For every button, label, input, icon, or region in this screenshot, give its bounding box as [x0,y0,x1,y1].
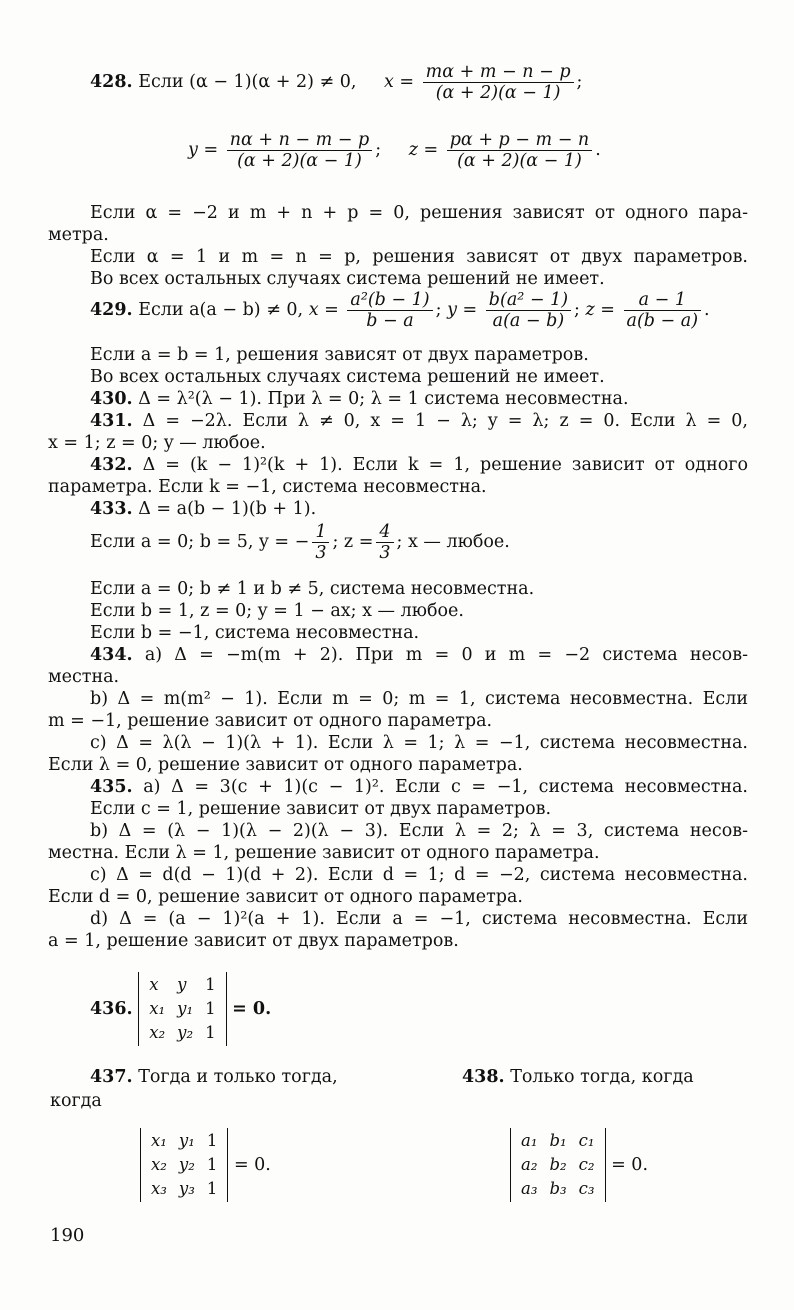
determinant [140,1128,228,1202]
text: Только тогда, когда [510,1067,694,1087]
problem-number: 435. [90,777,133,797]
numerator: a²(b − 1) [347,290,432,311]
equals-zero: = 0. [232,999,272,1019]
text-line: c) Δ = λ(λ − 1)(λ + 1). Если λ = 1; λ = −1, система несовместна. [90,733,748,753]
text: Δ = λ²(λ − 1). При λ = 0; λ = 1 система несовместна. [138,389,629,409]
text-line: Если c = 1, решение зависит от двух параметров. [90,799,552,819]
det-cell: x₃ [151,1179,167,1198]
condition: Если (α − 1)(α + 2) ≠ 0, [138,72,357,92]
text: Δ = (k − 1)²(k + 1). Если k = 1, решение зависит от одного [142,455,748,475]
problem-number: 428. [90,72,133,92]
det-cell: b₂ [549,1155,567,1174]
problem-428-header: 428. Если (α − 1)(α + 2) ≠ 0, x = $\frac{m\alpha + m - n - p}{(\alpha + 2)(\alpha - 1)}$ ; [90,62,583,103]
problem-number: 431. [90,411,133,431]
det-cell: y₂ [177,1023,194,1042]
problem-number: 438. [462,1067,505,1087]
det-cell: x₁ [151,1131,167,1150]
denominator: 3 [315,543,327,563]
det-cell: a₁ [521,1131,538,1150]
denominator: (α + 2)(α − 1) [237,151,362,171]
text-line: Если b = −1, система несовместна. [90,623,420,643]
problem-437-det [140,1128,271,1202]
problem-438 [462,1066,694,1088]
condition: Если a(a − b) ≠ 0, [138,300,304,320]
det-cell: x [149,975,159,994]
problem-437 [90,1066,338,1088]
text-line: b) Δ = m(m² − 1). Если m = 0; m = 1, система несовместна. Если [90,689,748,709]
det-cell: y₂ [178,1155,195,1174]
det-cell: 1 [206,1155,218,1174]
problem-number: 437. [90,1067,133,1087]
y-lhs: y = [188,140,219,160]
problem-431 [90,410,748,432]
determinant-table [149,1129,219,1201]
y-fraction [227,130,373,171]
det-cell: 1 [205,1023,216,1042]
det-cell: 1 [206,1179,218,1198]
text: a) Δ = 3(c + 1)(c − 1)². Если c = −1, система несовместна. [143,777,748,797]
denominator: (α + 2)(α − 1) [457,151,582,171]
det-cell: 1 [205,975,216,994]
problem-433-eq [90,522,510,563]
problem-434 [90,644,748,666]
determinant-table [519,1129,597,1201]
denominator: a(b − a) [626,311,699,331]
det-cell: b₁ [549,1131,567,1150]
text-line: b) Δ = (λ − 1)(λ − 2)(λ − 3). Если λ = 2; λ = 3, система несов- [90,821,748,841]
text-line: Если a = b = 1, решения зависят от двух параметров. [90,345,589,365]
page-number: 190 [50,1225,85,1246]
numerator: nα + n − m − p [227,130,373,151]
numerator: mα + m − n − p [423,62,574,83]
text-line: Если α = 1 и m = n = p, решения зависят от двух параметров. [90,247,748,267]
problem-number: 434. [90,645,133,665]
numerator: 1 [312,522,329,543]
text: ; x — любое. [396,532,510,552]
text-line: x = 1; z = 0; y — любое. [48,433,266,453]
text: Если a = 0; b = 5, y = − [90,532,310,552]
problem-438-det [510,1128,648,1202]
text: Тогда и только тогда, [138,1067,338,1087]
text: a) Δ = −m(m + 2). При m = 0 и m = −2 система несов- [144,645,748,665]
denominator: (α + 2)(α − 1) [435,83,561,103]
text-line: местна. [48,667,120,687]
det-cell: y [177,975,187,994]
text-line: d) Δ = (a − 1)²(a + 1). Если a = −1, система несовместна. Если [90,909,748,929]
equals-zero: = 0. [233,1155,271,1175]
text-line: параметра. Если k = −1, система несовместна. [48,477,487,497]
det-cell: c₃ [578,1179,595,1198]
determinant [138,972,226,1046]
text-line: Во всех остальных случаях система решений не имеет. [90,269,605,289]
problem-432 [90,454,748,476]
problem-436 [90,972,271,1046]
fraction [376,522,393,563]
text-line: m = −1, решение зависит от одного параметра. [48,711,493,731]
text-line: Если a = 0; b ≠ 1 и b ≠ 5, система несовместна. [90,579,535,599]
text-line: Во всех остальных случаях система решений не имеет. [90,367,605,387]
text-line: a = 1, решение зависит от двух параметров. [48,931,459,951]
z-fraction [447,130,592,171]
problem-number: 436. [90,999,133,1019]
det-cell: c₁ [578,1131,595,1150]
fraction [312,522,329,563]
det-cell: 1 [206,1131,218,1150]
z-lhs: z = [585,300,615,320]
equals-zero: = 0. [611,1155,649,1175]
denominator: a(a − b) [492,311,565,331]
det-cell: y₃ [178,1179,195,1198]
numerator: 4 [376,522,393,543]
det-cell: b₃ [549,1179,567,1198]
det-cell: y₁ [177,999,194,1018]
text-line: Если b = 1, z = 0; y = 1 − ax; x — любое. [90,601,464,621]
text-line: когда [50,1091,102,1111]
numerator: a − 1 [624,290,702,311]
y-fraction [486,290,571,331]
text: Δ = a(b − 1)(b + 1). [138,499,317,519]
determinant [510,1128,606,1202]
denominator: 3 [379,543,391,563]
numerator: pα + p − m − n [447,130,592,151]
det-cell: a₂ [521,1155,538,1174]
text: Δ = −2λ. Если λ ≠ 0, x = 1 − λ; y = λ; z = 0. Если λ = 0, [142,411,748,431]
text: ; z = [332,532,374,552]
z-fraction [624,290,702,331]
text-line: Если α = −2 и m + n + p = 0, решения зависят от одного пара- [90,203,748,223]
determinant-table [147,973,217,1045]
problem-number: 429. [90,300,133,320]
det-cell: x₂ [149,1023,166,1042]
x-fraction [347,290,432,331]
y-lhs: y = [447,300,478,320]
text-line: местна. Если λ = 1, решение зависит от одного параметра. [48,843,600,863]
denominator: b − a [366,311,414,331]
numerator: b(a² − 1) [486,290,571,311]
x-lhs: x = [383,72,415,92]
text-line: Если λ = 0, решение зависит от одного параметра. [48,755,523,775]
problem-430 [90,388,748,410]
det-cell: x₂ [151,1155,167,1174]
det-cell: 1 [205,999,216,1018]
z-lhs: z = [408,140,439,160]
problem-number: 433. [90,499,133,519]
problem-428-yz: y = $\frac{n\alpha + n - m - p}{(\alpha + 2)(\alpha - 1)}$ ; z = $\frac{p\alpha + p - m - n}{(\alpha + 2)(\alpha - 1)}$ . [188,130,601,171]
x-lhs: x = [308,300,339,320]
problem-435 [90,776,748,798]
text-line: метра. [48,225,109,245]
problem-number: 432. [90,455,133,475]
text-line: c) Δ = d(d − 1)(d + 2). Если d = 1; d = −2, система несовместна. [90,865,748,885]
det-cell: x₁ [149,999,166,1018]
x-fraction [423,62,574,103]
text-line: Если d = 0, решение зависит от одного параметра. [48,887,523,907]
problem-number: 430. [90,389,133,409]
det-cell: c₂ [578,1155,595,1174]
problem-429-header: 429. Если a(a − b) ≠ 0, x = $\frac{\text{a²(b − 1)}}{b - a}$ ; y = $\frac{\text{b(a² − 1)}}{a(a - b)}$ ; z = $\frac{a - 1}{a(b - a)}$ . [90,290,710,331]
det-cell: a₃ [521,1179,538,1198]
problem-433 [90,498,748,520]
det-cell: y₁ [178,1131,195,1150]
